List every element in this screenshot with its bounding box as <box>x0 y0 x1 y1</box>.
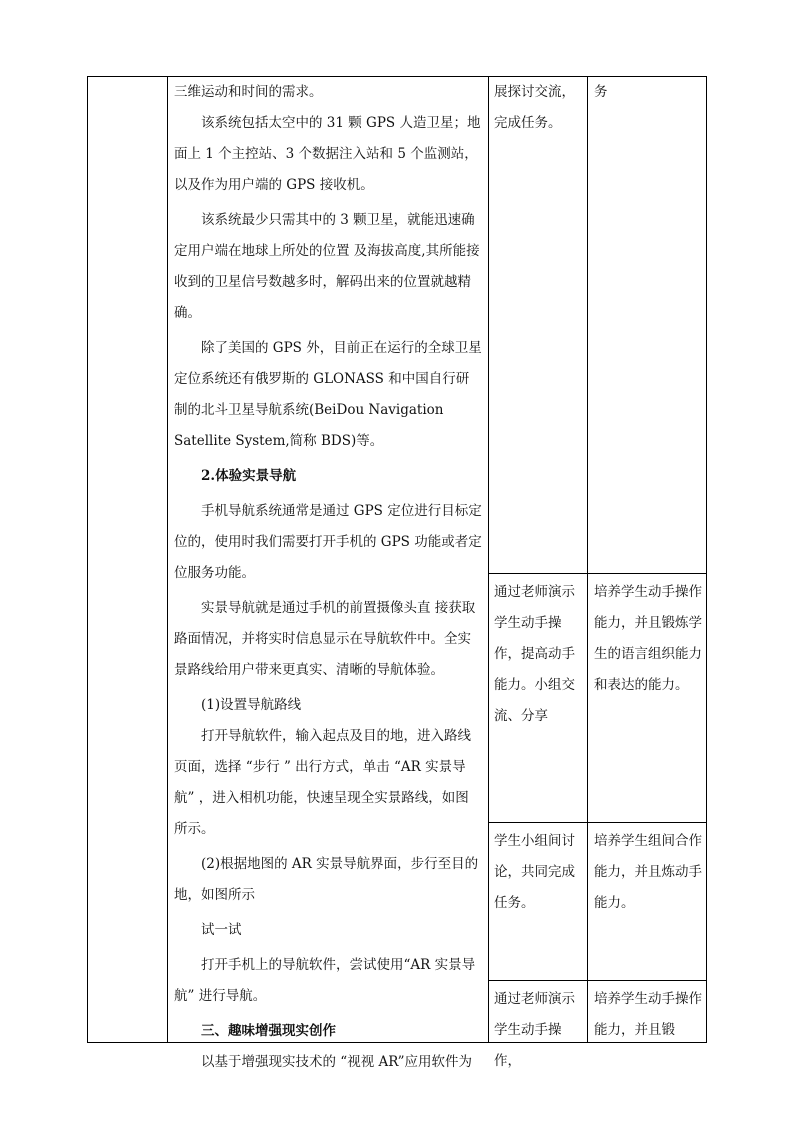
intent-text: 培养学生组间合作能力，并且炼动手能力。 <box>594 833 702 911</box>
intent-text: 务 <box>594 84 608 100</box>
activity-cell-3 <box>494 826 586 919</box>
step-heading: (1)设置导航路线 <box>201 697 302 713</box>
table-col-divider-2 <box>488 76 489 1043</box>
activity-cell-1 <box>494 77 586 139</box>
row-divider-3 <box>488 980 706 981</box>
activity-text: 通过老师演示学生动手操作， <box>494 991 575 1069</box>
content-paragraph: (2)根据地图的 AR 实景导航界面，步行至目的地，如图所示 <box>174 856 479 903</box>
content-paragraph: 该系统最少只需其中的 3 颗卫星，就能迅速确定用户端在地球上所处的位置 及海拔高度,其所能接收到的卫星信号数越多时，解码出来的位置就越精确。 <box>174 212 480 321</box>
try-heading: 试一试 <box>201 922 242 938</box>
table-left-border <box>87 76 88 1043</box>
row-divider-2 <box>488 822 706 823</box>
intent-cell-4 <box>594 984 702 1046</box>
content-paragraph: 除了美国的 GPS 外，目前正在运行的全球卫星定位系统还有俄罗斯的 GLONASS 和中国自行研制的北斗卫星导航系统(BeiDou Navigation Satellite System,简称 BDS)等。 <box>174 340 482 449</box>
content-paragraph: 三维运动和时间的需求。 <box>174 84 323 100</box>
activity-cell-2 <box>494 577 586 732</box>
content-paragraph: 打开手机上的导航软件，尝试使用“AR 实景导航” 进行导航。 <box>174 957 476 1004</box>
content-paragraph: 实景导航就是通过手机的前置摄像头直 接获取路面情况，并将实时信息显示在导航软件中。全实景路线给用户带来更真实、清晰的导航体验。 <box>174 600 476 678</box>
table-right-border <box>706 76 707 1043</box>
activity-text: 通过老师演示学生动手操作，提高动手能力。小组交流、分享 <box>494 584 575 724</box>
intent-text: 培养学生动手操作能力，并且锻 <box>594 991 702 1038</box>
table-col-divider-3 <box>587 76 588 1043</box>
table-col-divider-1 <box>167 76 168 1043</box>
content-column <box>174 77 482 1078</box>
content-paragraph: 以基于增强现实技术的 “视视 AR”应用软件为 <box>201 1054 473 1070</box>
intent-text: 培养学生动手操作能力，并且锻炼学生的语言组织能力和表达的能力。 <box>594 584 702 693</box>
intent-cell-2 <box>594 577 702 701</box>
activity-cell-4 <box>494 984 586 1077</box>
activity-text: 学生小组间讨论，共同完成任务。 <box>494 833 575 911</box>
row-divider-1 <box>488 573 706 574</box>
intent-cell-3 <box>594 826 702 919</box>
activity-text: 展探讨交流，完成任务。 <box>494 84 575 131</box>
section-heading: 三、趣味增强现实创作 <box>201 1023 336 1039</box>
content-paragraph: 该系统包括太空中的 31 颗 GPS 人造卫星；地面上 1 个主控站、3 个数据注入站和 5 个监测站，以及作为用户端的 GPS 接收机。 <box>174 115 481 193</box>
section-heading: 2.体验实景导航 <box>201 468 297 484</box>
intent-cell-1 <box>594 77 702 108</box>
content-paragraph: 手机导航系统通常是通过 GPS 定位进行目标定位的，使用时我们需要打开手机的 GPS 功能或者定位服务功能。 <box>174 503 482 581</box>
content-paragraph: 打开导航软件，输入起点及目的地，进入路线页面，选择 “步行 ” 出行方式，单击 “AR 实景导航” ，进入相机功能，快速呈现全实景路线，如图所示。 <box>174 728 471 837</box>
